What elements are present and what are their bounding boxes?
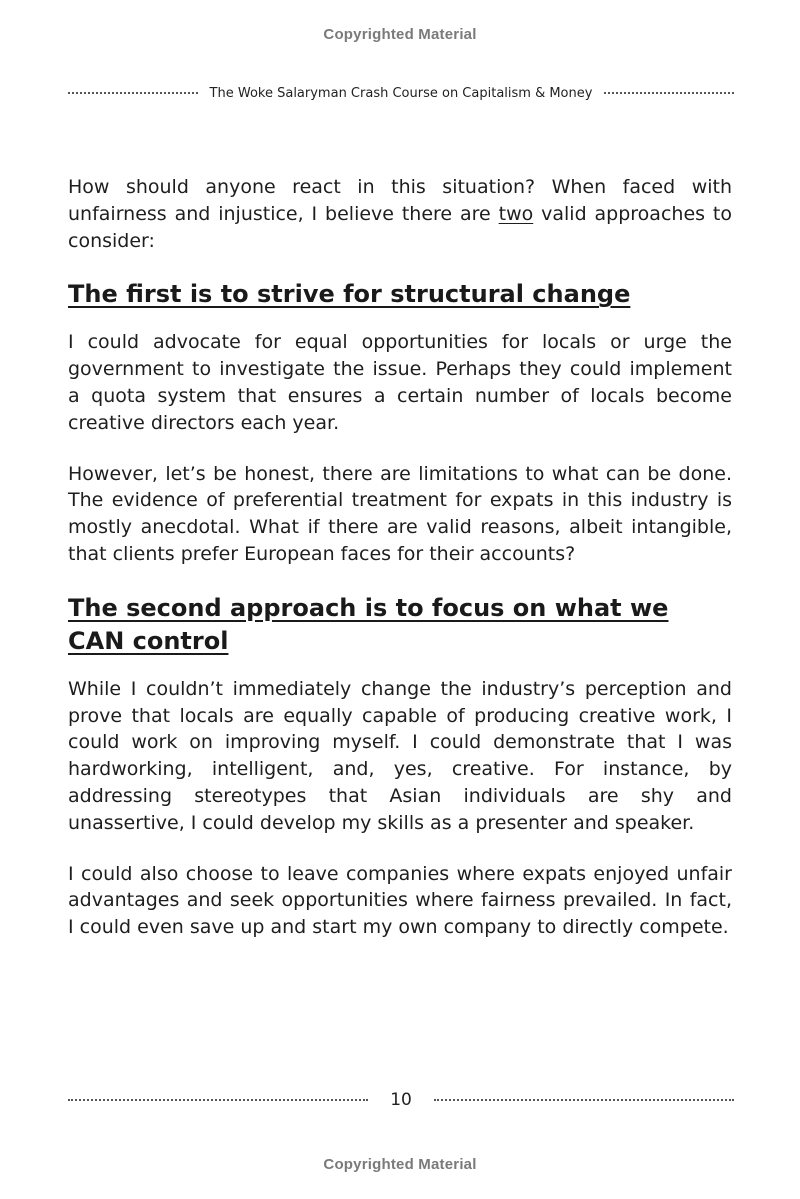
section-heading-structural-change: The first is to strive for structural change bbox=[68, 280, 631, 309]
copyright-watermark-top: Copyrighted Material bbox=[323, 26, 477, 43]
intro-text-end: valid approaches to consider: bbox=[68, 202, 732, 252]
paragraph-leave-companies: I could also choose to leave companies where expats enjoyed unfair advantages and seek opportunities where fairness prevailed. In fact, I could even save up and start my own company to directly compete. bbox=[68, 862, 732, 939]
paragraph-improve-myself: While I couldn’t immediately change the industry’s perception and prove that locals are equally capable of producing creative work, I could work on improving myself. I could demonstrate that I was hardworking, intelligent, and, yes, creative. For instance, by addressing stereotypes that Asian individuals are shy and unassertive, I could develop my skills as a presenter and speaker. bbox=[68, 677, 732, 834]
page-body bbox=[68, 174, 732, 941]
book-title: The Woke Salaryman Crash Course on Capitalism & Money bbox=[209, 85, 593, 101]
page-number: 10 bbox=[390, 1090, 412, 1110]
page-footer bbox=[68, 1088, 734, 1112]
intro-text-start: How should anyone react in this situation? When faced with unfairness and injustice, I believe there are bbox=[68, 176, 732, 225]
footer-dotted-rule-right bbox=[434, 1099, 734, 1101]
section-heading-focus-control: The second approach is to focus on what we CAN control bbox=[68, 593, 669, 655]
running-header bbox=[68, 82, 734, 104]
intro-emphasis: two bbox=[498, 202, 534, 225]
footer-dotted-rule-left bbox=[68, 1099, 368, 1101]
paragraph-limitations: However, let’s be honest, there are limitations to what can be done. The evidence of preferential treatment for expats in this industry is mostly anecdotal. What if there are valid reasons, albeit intangible, that clients prefer European faces for their accounts? bbox=[68, 462, 732, 565]
intro-paragraph bbox=[68, 174, 732, 254]
header-dotted-rule-left bbox=[68, 92, 198, 94]
paragraph-advocate: I could advocate for equal opportunities for locals or urge the government to investigate the issue. Perhaps they could implement a quota system that ensures a certain number of locals become creative directors each year. bbox=[68, 331, 732, 434]
copyright-watermark-bottom: Copyrighted Material bbox=[323, 1156, 477, 1173]
header-dotted-rule-right bbox=[604, 92, 734, 94]
